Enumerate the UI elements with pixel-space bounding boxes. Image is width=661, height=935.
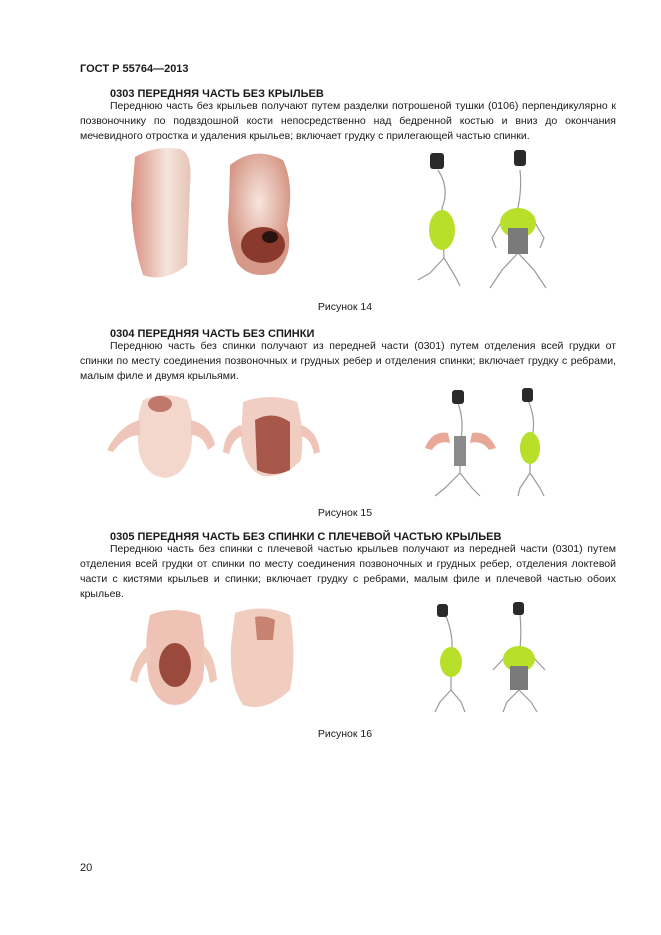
figure-16-caption: Рисунок 16	[317, 728, 373, 740]
figure-16-skeleton-diagram	[425, 602, 565, 717]
figure-16-photo	[125, 605, 305, 715]
section-title-0303: 0303 ПЕРЕДНЯЯ ЧАСТЬ БЕЗ КРЫЛЬЕВ	[110, 88, 324, 100]
figure-14-caption: Рисунок 14	[317, 301, 373, 313]
figure-15-photo	[105, 390, 325, 485]
document-header: ГОСТ Р 55764—2013	[80, 63, 189, 75]
section-text-0304: Переднюю часть без спинки получают из передней части (0301) путем отделения всей грудки от спинки по месту соединения позвоночных и грудных ребер и отделения спинки; включает грудку с ребрами, малым филе и двумя крыльями.	[80, 340, 616, 382]
section-text-0303: Переднюю часть без крыльев получают путем разделки потрошеной тушки (0106) перпендикулярно к позвоночнику по подвздошной кости непосредственно над бедренной костью и вниз до окончания мечевидного отростка и удаления крыльев; включает грудку с прилегающей частью спинки.	[80, 100, 616, 142]
page-number: 20	[80, 862, 93, 874]
section-title-0305: 0305 ПЕРЕДНЯЯ ЧАСТЬ БЕЗ СПИНКИ С ПЛЕЧЕВОЙ ЧАСТЬЮ КРЫЛЬЕВ	[110, 531, 502, 543]
figure-15-caption: Рисунок 15	[317, 507, 373, 519]
figure-15-skeleton-diagram	[420, 388, 570, 498]
section-text-0305: Переднюю часть без спинки с плечевой частью крыльев получают из передней части (0301) путем отделения всей грудки от спинки по месту соединения позвоночных и грудных ребер, отделения локтевой части с кистями крыльев и спинки; включает грудку с ребрами, малым филе и плечевой частью обоих крыльев.	[80, 543, 616, 600]
section-title-0304: 0304 ПЕРЕДНЯЯ ЧАСТЬ БЕЗ СПИНКИ	[110, 328, 315, 340]
figure-14-skeleton-diagram	[410, 148, 570, 296]
figure-14-photo	[125, 145, 305, 285]
